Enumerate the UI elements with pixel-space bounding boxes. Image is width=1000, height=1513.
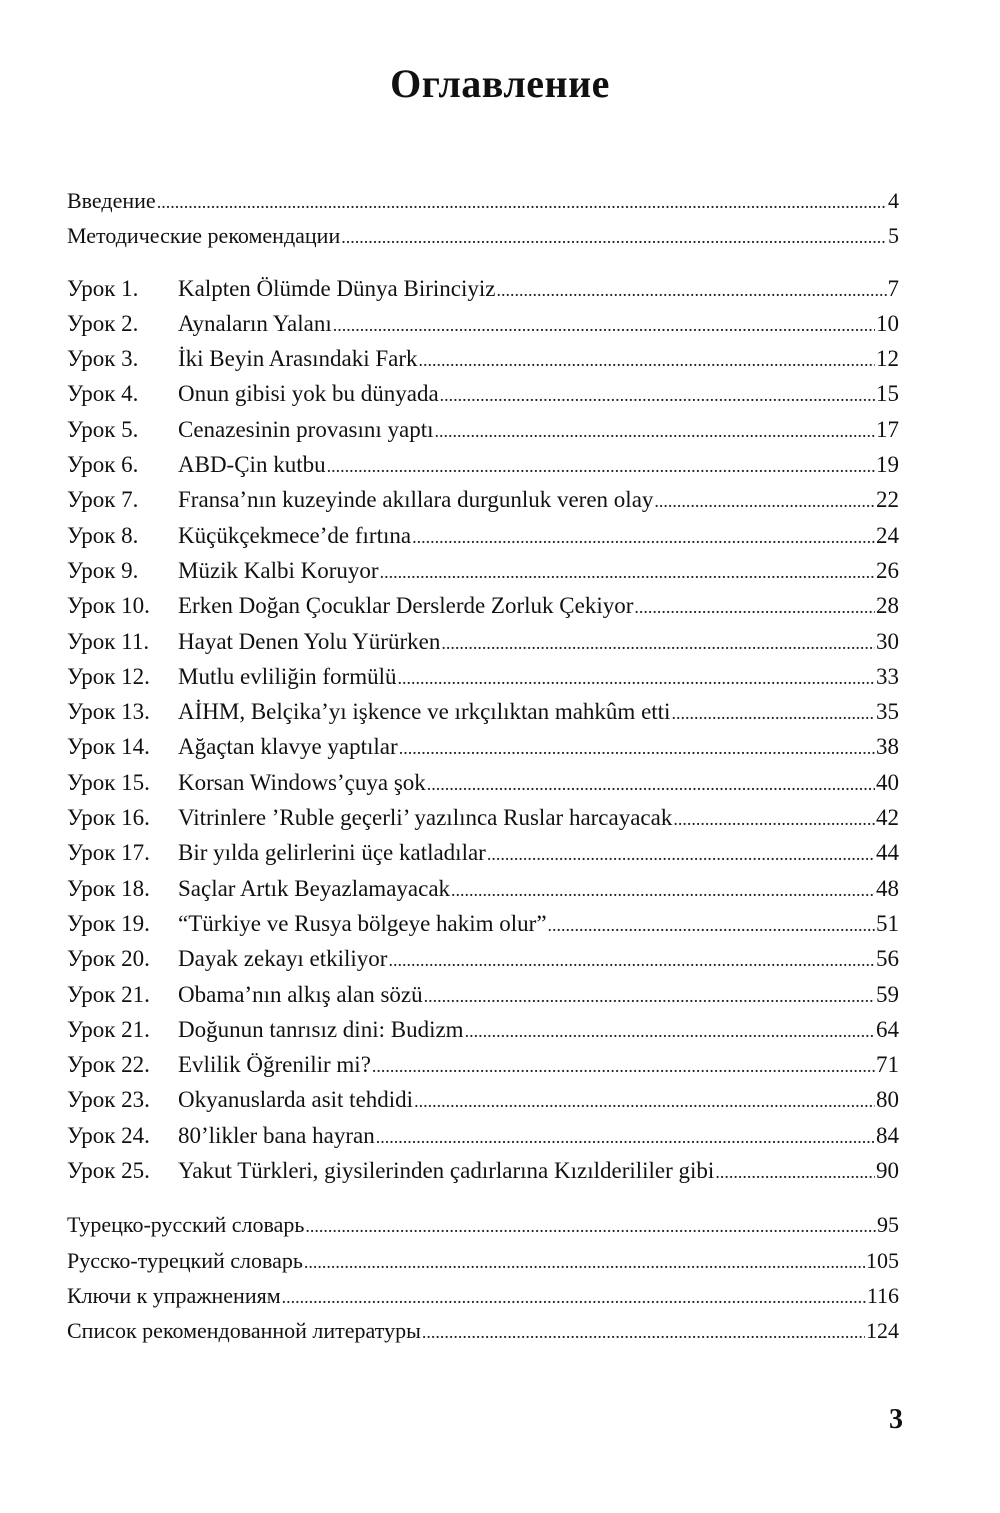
lesson-page-number: 90	[876, 1158, 899, 1184]
leader-dots	[376, 1120, 875, 1155]
lesson-number: Урок 21.	[67, 981, 150, 1007]
back-matter-row	[67, 1243, 899, 1278]
lesson-title: Cenazesinin provasını yaptı	[178, 416, 434, 442]
lesson-page-number: 28	[876, 593, 899, 619]
entry-title: Методические рекомендации	[67, 223, 341, 249]
leader-dots	[399, 731, 875, 766]
entry-page-number: 4	[888, 188, 899, 213]
entry-title: Русско-турецкий словарь	[67, 1247, 303, 1273]
leader-dots	[496, 273, 886, 308]
lesson-title: Hayat Denen Yolu Yürürken	[178, 628, 441, 654]
section-gap	[67, 254, 899, 271]
leader-dots	[451, 873, 875, 908]
lesson-number: Урок 6.	[67, 452, 139, 478]
lesson-page-number: 30	[876, 628, 899, 654]
lesson-page-number: 44	[876, 840, 899, 866]
lesson-row	[67, 306, 899, 341]
leader-dots	[441, 626, 875, 661]
entry-title: Введение	[67, 188, 156, 213]
lesson-page-number: 26	[876, 557, 899, 583]
lesson-title: ABD-Çin kutbu	[178, 452, 326, 478]
leader-dots	[424, 979, 875, 1014]
leader-dots	[422, 1315, 865, 1350]
back-matter-list	[67, 1207, 899, 1348]
entry-title: Список рекомендованной литературы	[67, 1318, 421, 1344]
lesson-row	[67, 1118, 899, 1153]
leader-dots	[548, 908, 875, 943]
lesson-row	[67, 271, 899, 306]
lesson-number: Урок 16.	[67, 805, 150, 831]
leader-dots	[380, 555, 875, 590]
front-matter-row	[67, 218, 899, 253]
table-of-contents	[67, 183, 899, 1349]
entry-page-number: 116	[866, 1282, 899, 1308]
lesson-title: Dayak zekayı etkiliyor	[178, 946, 388, 972]
lesson-row	[67, 588, 899, 623]
lesson-title: Evlilik Öğrenilir mi?	[178, 1052, 371, 1078]
leader-dots	[654, 484, 875, 519]
lesson-title: İki Beyin Arasındaki Fark	[178, 346, 418, 372]
lesson-row	[67, 518, 899, 553]
lesson-row	[67, 977, 899, 1012]
lesson-number: Урок 11.	[67, 628, 150, 654]
lesson-title: Müzik Kalbi Koruyor	[178, 557, 379, 583]
lesson-page-number: 59	[876, 981, 899, 1007]
lesson-title: Doğunun tanrısız dini: Budizm	[178, 1016, 464, 1042]
leader-dots	[435, 414, 876, 449]
lesson-title: Onun gibisi yok bu dünyada	[178, 381, 439, 407]
lesson-page-number: 38	[876, 734, 899, 760]
lesson-title: “Türkiye ve Rusya bölgeye hakim olur”	[178, 910, 547, 936]
lesson-page-number: 12	[876, 346, 899, 372]
leader-dots	[465, 1014, 875, 1049]
lesson-number: Урок 23.	[67, 1087, 150, 1113]
lesson-row	[67, 1153, 899, 1188]
lesson-title: Mutlu evliliğin formülü	[178, 663, 397, 689]
lesson-row	[67, 1082, 899, 1117]
lesson-row	[67, 447, 899, 482]
lesson-page-number: 56	[876, 946, 899, 972]
page-number: 3	[889, 1404, 903, 1435]
back-matter-row	[67, 1313, 899, 1348]
lesson-title: Küçükçekmece’de fırtına	[178, 522, 412, 548]
leader-dots	[304, 1245, 865, 1280]
lesson-row	[67, 659, 899, 694]
lesson-row	[67, 871, 899, 906]
leader-dots	[398, 661, 876, 696]
lesson-title: Yakut Türkleri, giysilerinden çadırlarına Kızılderililer gibi	[178, 1158, 715, 1184]
lesson-page-number: 35	[876, 699, 899, 725]
lesson-title: Obama’nın alkış alan sözü	[178, 981, 423, 1007]
entry-page-number: 105	[866, 1247, 899, 1273]
leader-dots	[673, 802, 875, 837]
lesson-row	[67, 553, 899, 588]
lesson-number: Урок 5.	[67, 416, 139, 442]
lesson-title: Erken Doğan Çocuklar Derslerde Zorluk Çekiyor	[178, 593, 634, 619]
leader-dots	[634, 590, 875, 625]
lesson-row	[67, 1012, 899, 1047]
lesson-number: Урок 21.	[67, 1016, 150, 1042]
lesson-number: Урок 3.	[67, 346, 139, 372]
leader-dots	[487, 837, 875, 872]
lesson-title: Okyanuslarda asit tehdidi	[178, 1087, 414, 1113]
lesson-number: Урок 8.	[67, 522, 139, 548]
back-matter-row	[67, 1207, 899, 1242]
lesson-title: 80’likler bana hayran	[178, 1122, 375, 1148]
lesson-title: Kalpten Ölümde Dünya Birinciyiz	[178, 275, 496, 301]
lesson-row	[67, 800, 899, 835]
lesson-page-number: 7	[887, 275, 899, 301]
lesson-row	[67, 694, 899, 729]
lesson-page-number: 42	[876, 805, 899, 831]
section-gap	[67, 1188, 899, 1207]
lesson-page-number: 24	[876, 522, 899, 548]
back-matter-row	[67, 1278, 899, 1313]
entry-title: Турецко-русский словарь	[67, 1212, 305, 1238]
lessons-list	[67, 271, 899, 1189]
lesson-title: Aynaların Yalanı	[178, 310, 332, 336]
lesson-row	[67, 376, 899, 411]
lesson-number: Урок 1.	[67, 275, 139, 301]
lesson-page-number: 80	[876, 1087, 899, 1113]
lesson-row	[67, 412, 899, 447]
lesson-title: Vitrinlere ’Ruble geçerli’ yazılınca Ruslar harcayacak	[178, 805, 673, 831]
lesson-title: Fransa’nın kuzeyinde akıllara durgunluk veren olay	[178, 487, 654, 513]
lesson-number: Урок 17.	[67, 840, 150, 866]
leader-dots	[671, 696, 875, 731]
lesson-page-number: 10	[876, 310, 899, 336]
entry-page-number: 95	[877, 1212, 899, 1238]
lesson-number: Урок 12.	[67, 663, 150, 689]
front-matter-list	[67, 183, 899, 254]
lesson-number: Урок 4.	[67, 381, 139, 407]
lesson-row	[67, 729, 899, 764]
lesson-page-number: 51	[876, 910, 899, 936]
leader-dots	[440, 378, 875, 413]
front-matter-row	[67, 183, 899, 218]
lesson-number: Урок 14.	[67, 734, 150, 760]
leader-dots	[414, 1084, 875, 1119]
lesson-number: Урок 9.	[67, 557, 139, 583]
leader-dots	[427, 767, 875, 802]
lesson-row	[67, 1047, 899, 1082]
lesson-row	[67, 835, 899, 870]
leader-dots	[412, 520, 875, 555]
lesson-row	[67, 341, 899, 376]
lesson-number: Урок 18.	[67, 875, 150, 901]
leader-dots	[333, 308, 875, 343]
lesson-number: Урок 20.	[67, 946, 150, 972]
entry-page-number: 5	[888, 223, 899, 249]
lesson-row	[67, 482, 899, 517]
lesson-row	[67, 941, 899, 976]
lesson-number: Урок 15.	[67, 769, 150, 795]
lesson-page-number: 84	[876, 1122, 899, 1148]
leader-dots	[715, 1155, 875, 1190]
lesson-number: Урок 7.	[67, 487, 139, 513]
page-title: Оглавление	[390, 61, 610, 106]
lesson-number: Урок 19.	[67, 910, 150, 936]
lesson-row	[67, 906, 899, 941]
leader-dots	[372, 1049, 875, 1084]
lesson-title: Ağaçtan klavye yaptılar	[178, 734, 398, 760]
entry-title: Ключи к упражнениям	[67, 1282, 281, 1308]
lesson-number: Урок 10.	[67, 593, 150, 619]
lesson-page-number: 33	[876, 663, 899, 689]
lesson-title: Korsan Windows’çuya şok	[178, 769, 426, 795]
lesson-page-number: 15	[876, 381, 899, 407]
lesson-number: Урок 25.	[67, 1158, 150, 1184]
leader-dots	[327, 449, 875, 484]
lesson-row	[67, 624, 899, 659]
lesson-number: Урок 24.	[67, 1122, 150, 1148]
lesson-page-number: 71	[876, 1052, 899, 1078]
entry-page-number: 124	[866, 1318, 899, 1344]
lesson-page-number: 40	[876, 769, 899, 795]
leader-dots	[282, 1280, 866, 1315]
lesson-title: Bir yılda gelirlerini üçe katladılar	[178, 840, 486, 866]
lesson-page-number: 17	[876, 416, 899, 442]
lesson-page-number: 48	[876, 875, 899, 901]
lesson-page-number: 22	[876, 487, 899, 513]
leader-dots	[305, 1209, 876, 1244]
lesson-page-number: 64	[876, 1016, 899, 1042]
leader-dots	[419, 343, 875, 378]
lesson-number: Урок 2.	[67, 310, 139, 336]
lesson-title: Saçlar Artık Beyazlamayacak	[178, 875, 451, 901]
lesson-number: Урок 22.	[67, 1052, 150, 1078]
lesson-title: AİHM, Belçika’yı işkence ve ırkçılıktan mahkûm etti	[178, 699, 671, 725]
leader-dots	[341, 220, 887, 255]
lesson-row	[67, 765, 899, 800]
lesson-page-number: 19	[876, 452, 899, 478]
leader-dots	[388, 943, 875, 978]
leader-dots	[157, 185, 887, 220]
lesson-number: Урок 13.	[67, 699, 150, 725]
